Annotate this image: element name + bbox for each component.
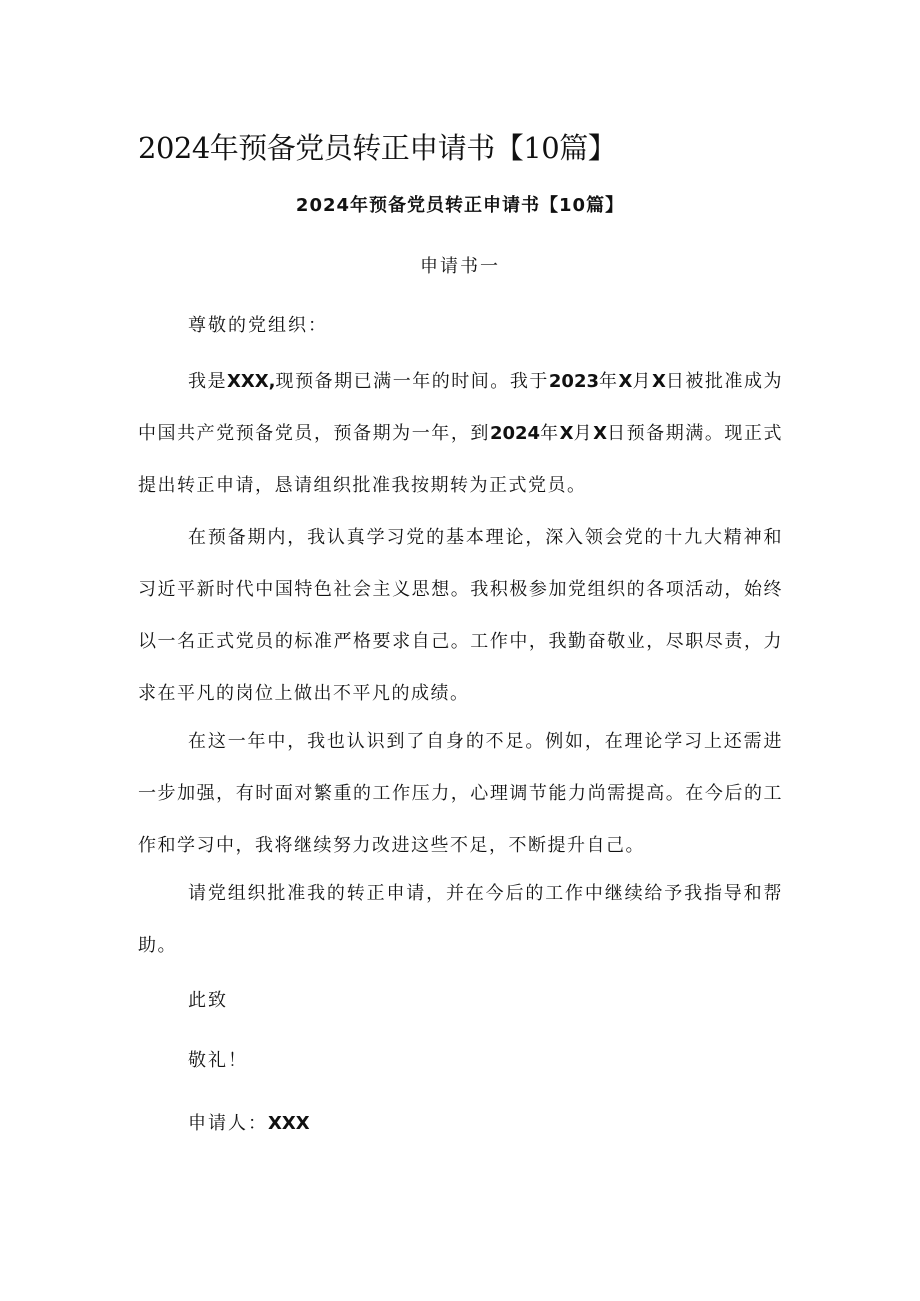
closing-regards: 敬礼！ [188, 1050, 248, 1071]
paragraph-text-run: 2024 [489, 423, 541, 444]
paragraph-text-run: X [559, 423, 574, 444]
main-title: 2024年预备党员转正申请书【10篇】 [138, 131, 617, 165]
paragraph-text-run: 日预备期满。现正式提出转正申请，恳请组织批准我按期转为正式党员。 [138, 423, 784, 496]
paragraph-2 [138, 512, 783, 720]
section-title: 申请书一 [420, 256, 500, 277]
paragraph-3 [138, 716, 783, 872]
closing-salutation: 此致 [188, 990, 228, 1011]
paragraph-text-run: X [618, 371, 633, 392]
paragraph-text-run: 月 [573, 423, 594, 444]
paragraph-text-run: 请党组织批准我的转正申请，并在今后的工作中继续给予我指导和帮助。 [138, 883, 783, 956]
paragraph-text-run: 年 [599, 371, 619, 392]
paragraph-text-run: X [651, 371, 666, 392]
signature-label: 申请人： [188, 1113, 268, 1134]
paragraph-text-run: 日被批准成为中国共产党预备党员，预备期为一年，到 [138, 371, 784, 444]
paragraph-text-run: 现预备期已满一年的时间。我于 [275, 371, 549, 392]
paragraph-1 [138, 356, 783, 512]
subtitle: 2024年预备党员转正申请书【10篇】 [295, 195, 625, 216]
paragraph-4 [138, 868, 783, 972]
paragraph-text-run: 我是 [188, 371, 228, 392]
paragraph-text-run: 在预备期内，我认真学习党的基本理论，深入领会党的十九大精神和习近平新时代中国特色社会主义思想。我积极参加党组织的各项活动，始终以一名正式党员的标准严格要求自己。工作中，我勤奋敬业，尽职尽责，力求在平凡的岗位上做出不平凡的成绩。 [138, 527, 783, 704]
greeting: 尊敬的党组织： [188, 315, 328, 336]
paragraph-text-run: 月 [632, 371, 652, 392]
paragraph-text-run: X [593, 423, 608, 444]
signature-name: XXX [268, 1113, 310, 1134]
paragraph-text-run: 年 [540, 423, 560, 444]
paragraph-text-run: 在这一年中，我也认识到了自身的不足。例如，在理论学习上还需进一步加强，有时面对繁重的工作压力，心理调节能力尚需提高。在今后的工作和学习中，我将继续努力改进这些不足，不断提升自己。 [138, 731, 783, 856]
signature-line [188, 1110, 310, 1138]
paragraph-text-run: 2023 [548, 371, 599, 392]
paragraph-text-run: XXX, [227, 371, 276, 392]
